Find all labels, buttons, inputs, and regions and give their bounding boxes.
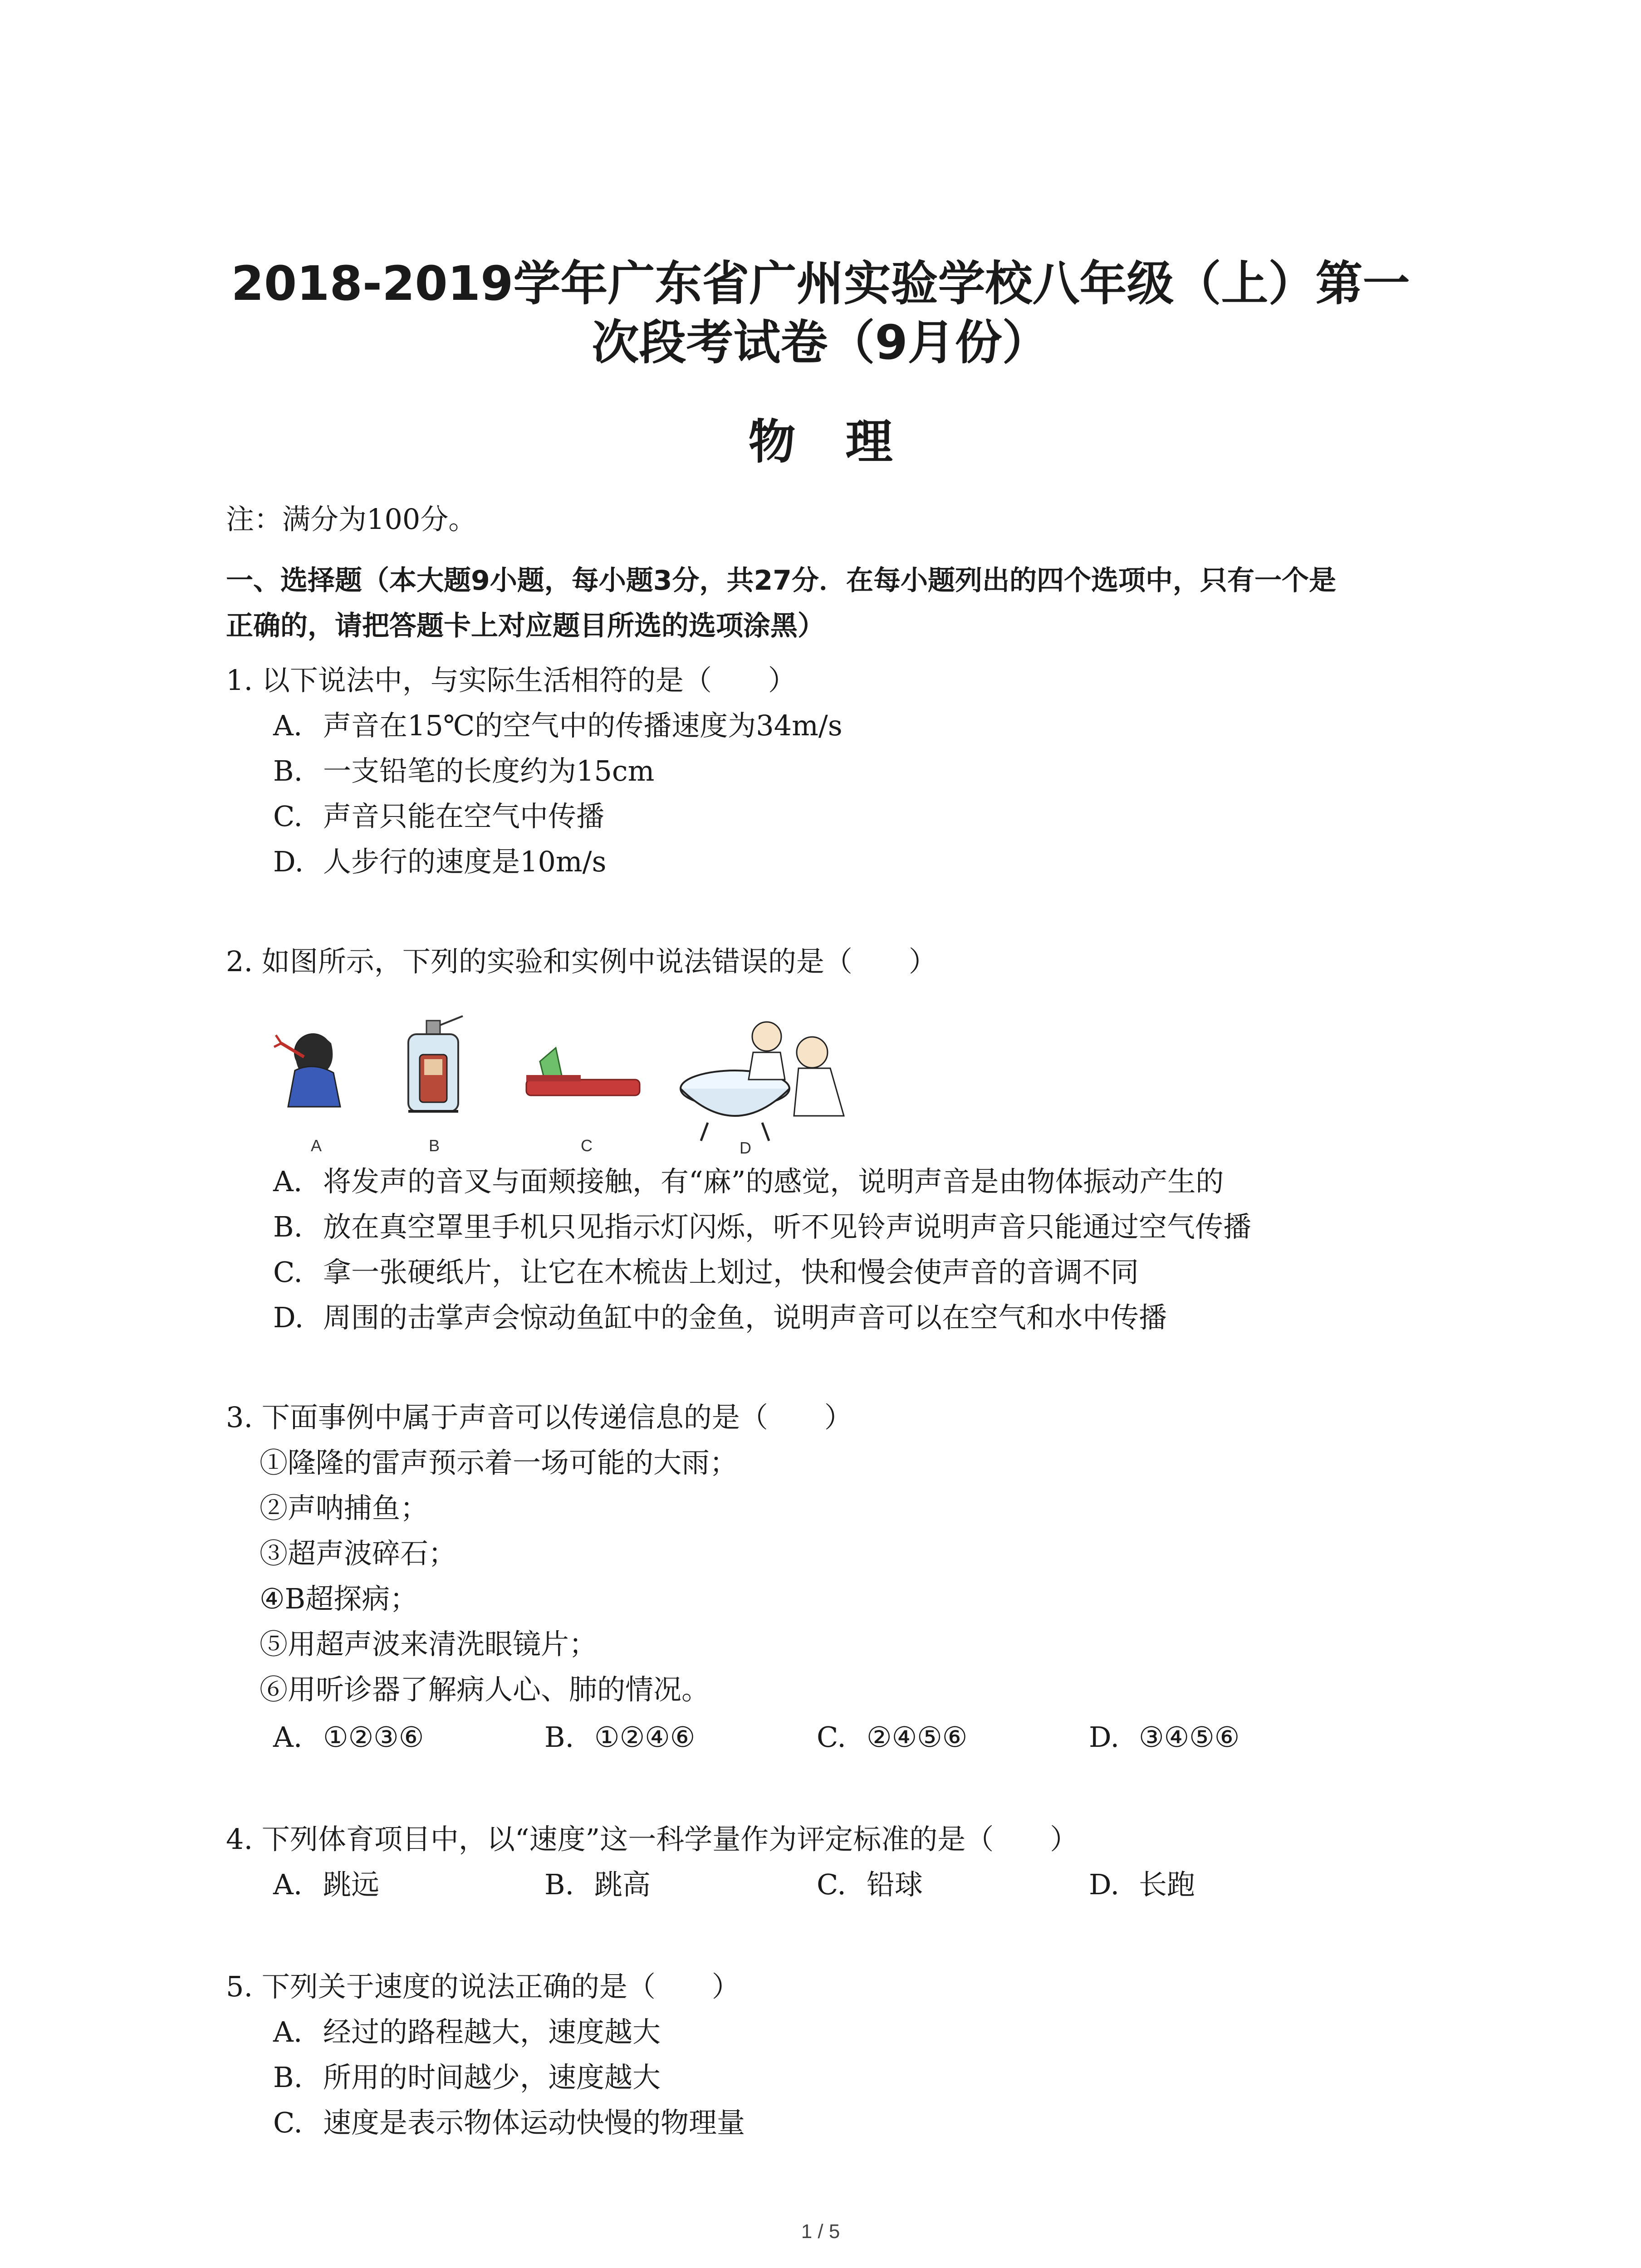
question-2-option-d: D. 周围的击掌声会惊动鱼缸中的金鱼，说明声音可以在空气和水中传播 — [273, 1301, 1167, 1334]
question-4-option-a: A. 跳远 — [273, 1868, 380, 1901]
question-3-stem: 3. 下面事例中属于声音可以传递信息的是（ ） — [226, 1401, 852, 1434]
figure-label-b: B — [429, 1136, 440, 1155]
question-3-item-2: ②声呐捕鱼； — [260, 1491, 429, 1525]
question-2-figure — [272, 1012, 871, 1157]
question-4-option-b: B. 跳高 — [544, 1868, 651, 1901]
question-3-item-3: ③超声波碎石； — [260, 1537, 457, 1570]
question-3-option-c: C. ②④⑤⑥ — [817, 1721, 968, 1754]
question-5-option-a: A. 经过的路程越大，速度越大 — [273, 2015, 661, 2048]
figure-label-a: A — [311, 1136, 322, 1155]
tuning-fork-girl-illustration — [274, 1034, 340, 1107]
question-3-option-a: A. ①②③⑥ — [273, 1721, 424, 1754]
question-2-option-b: B. 放在真空罩里手机只见指示灯闪烁，听不见铃声说明声音只能通过空气传播 — [273, 1210, 1252, 1243]
question-3-item-1: ①隆隆的雷声预示着一场可能的大雨； — [260, 1446, 738, 1479]
page-number: 1 / 5 — [801, 2220, 840, 2243]
question-5-option-b: B. 所用的时间越少，速度越大 — [273, 2061, 661, 2094]
question-3-item-4: ④B超探病； — [260, 1582, 418, 1615]
question-5-option-c: C. 速度是表示物体运动快慢的物理量 — [273, 2106, 745, 2139]
question-1-stem: 1. 以下说法中，与实际生活相符的是（ ） — [226, 664, 796, 697]
question-4-option-d: D. 长跑 — [1089, 1868, 1195, 1901]
question-5-stem: 5. 下列关于速度的说法正确的是（ ） — [226, 1970, 740, 2003]
question-1-option-b: B. 一支铅笔的长度约为15cm — [273, 754, 655, 787]
question-3-option-d: D. ③④⑤⑥ — [1089, 1721, 1240, 1754]
question-2-stem: 2. 如图所示，下列的实验和实例中说法错误的是（ ） — [226, 945, 937, 978]
question-2-illustrations — [272, 1012, 871, 1157]
question-1-option-a: A. 声音在15℃的空气中的传播速度为34m/s — [273, 709, 843, 742]
figure-label-d: D — [740, 1139, 751, 1157]
vacuum-jar-phone-illustration — [408, 1016, 463, 1111]
comb-card-illustration — [526, 1048, 640, 1095]
section-heading-line-1: 一、选择题（本大题9小题，每小题3分，共27分．在每小题列出的四个选项中，只有一个是 — [226, 565, 1336, 596]
figure-label-c: C — [581, 1136, 593, 1155]
question-3-item-5: ⑤用超声波来清洗眼镜片； — [260, 1628, 598, 1661]
question-4-stem: 4. 下列体育项目中，以“速度”这一科学量作为评定标准的是（ ） — [226, 1823, 1078, 1856]
question-4-option-c: C. 铅球 — [817, 1868, 923, 1901]
score-note: 注：满分为100分。 — [226, 503, 477, 536]
question-1-option-c: C. 声音只能在空气中传播 — [273, 800, 605, 833]
question-2-option-c: C. 拿一张硬纸片，让它在木梳齿上划过，快和慢会使声音的音调不同 — [273, 1256, 1139, 1289]
exam-title-line-2: 次段考试卷（9月份） — [592, 315, 1049, 370]
question-1-option-d: D. 人步行的速度是10m/s — [273, 845, 607, 878]
fish-bowl-children-illustration — [681, 1022, 844, 1141]
question-3-item-6: ⑥用听诊器了解病人心、肺的情况。 — [260, 1673, 710, 1706]
question-2-option-a: A. 将发声的音叉与面颊接触，有“麻”的感觉，说明声音是由物体振动产生的 — [273, 1165, 1224, 1198]
question-3-option-b: B. ①②④⑥ — [544, 1721, 696, 1754]
exam-title-line-1: 2018-2019学年广东省广州实验学校八年级（上）第一 — [231, 256, 1410, 311]
section-heading-line-2: 正确的，请把答题卡上对应题目所选的选项涂黑） — [226, 610, 825, 642]
subject-title: 物理 — [748, 414, 943, 469]
